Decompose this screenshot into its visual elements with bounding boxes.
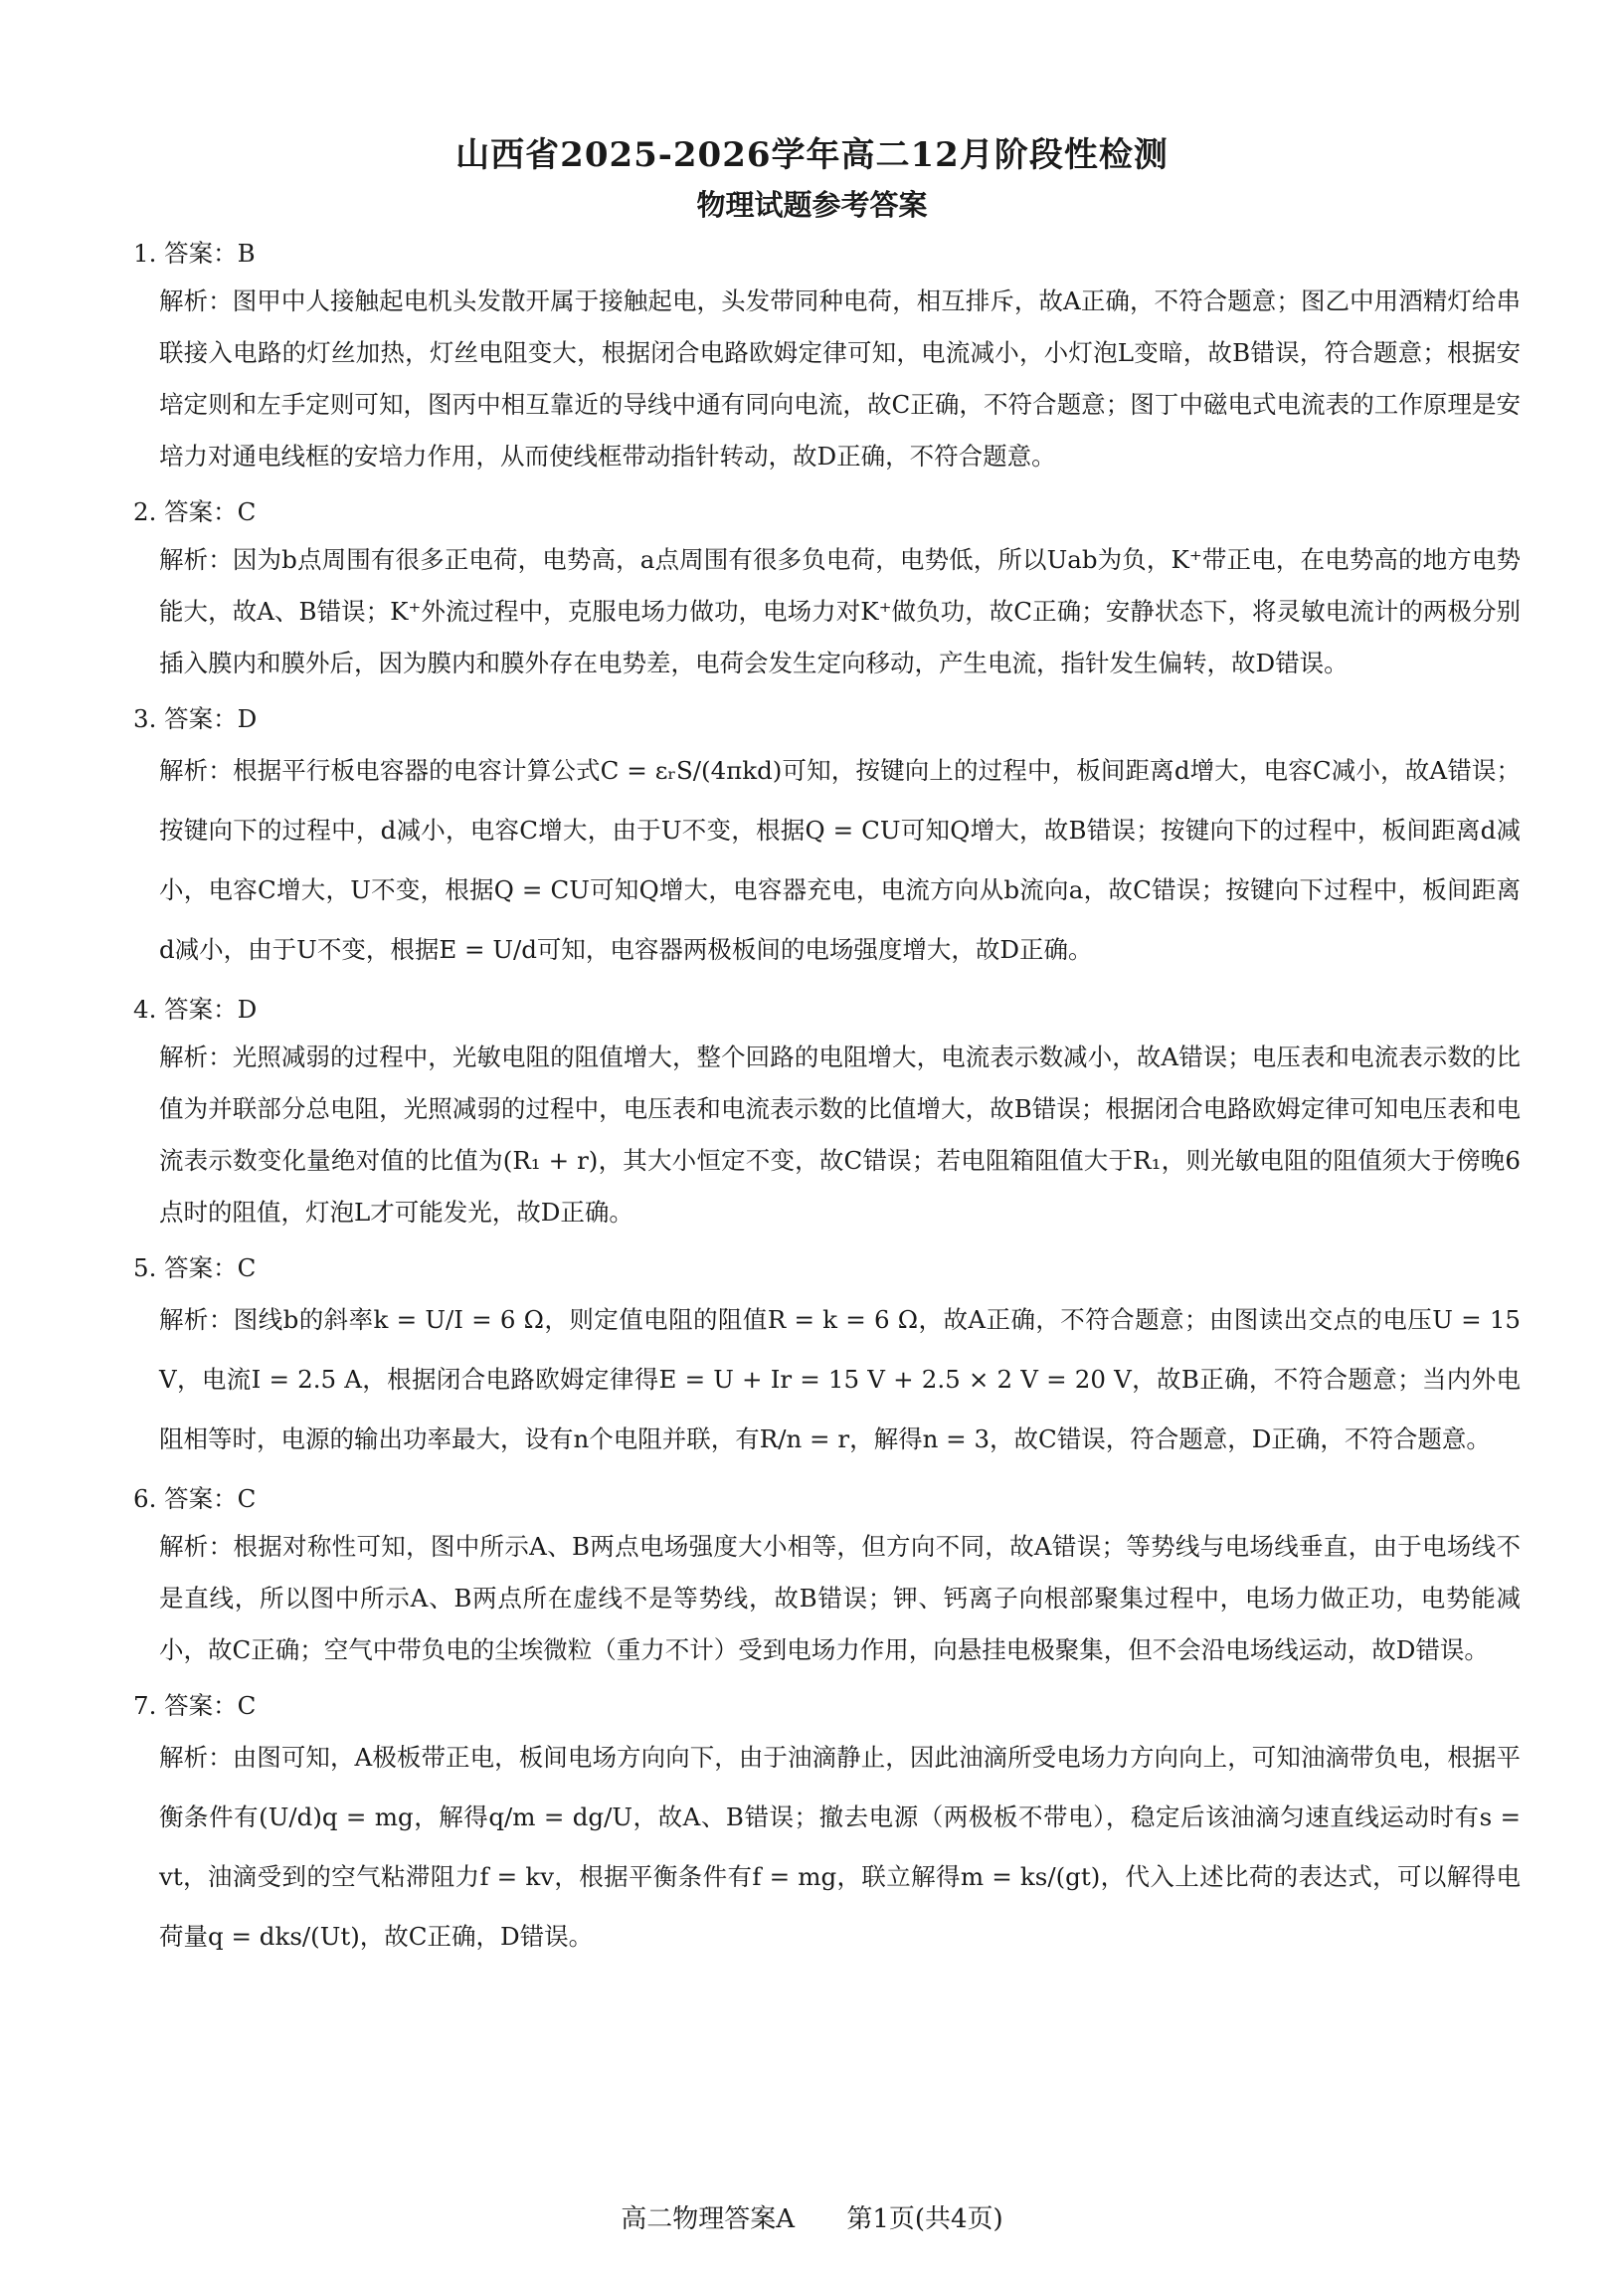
explanation-text: 解析：光照减弱的过程中，光敏电阻的阻值增大，整个回路的电阻增大，电流表示数减小，故A错误；电压表和电流表示数的比值为并联部分总电阻，光照减弱的过程中，电压表和电流表示数的比值增大，故B错误；根据闭合电路欧姆定律可知电压表和电流表示数变化量绝对值的比值为(R₁ + r)，其大小恒定不变，故C错误；若电阻箱阻值大于R₁，则光敏电阻的阻值须大于傍晚6点时的阻值，灯泡L才可能发光，故D正确。 <box>159 1043 1521 1227</box>
explanation-text: 解析：根据平行板电容器的电容计算公式C = εᵣS/(4πkd)可知，按键向上的过程中，板间距离d增大，电容C减小，故A错误；按键向下的过程中，d减小，电容C增大，由于U不变，根据Q = CU可知Q增大，故B错误；按键向下的过程中，板间距离d减小，电容C增大，U不变，根据Q = CU可知Q增大，电容器充电，电流方向从b流向a，故C错误；按键向下过程中，板间距离d减小，由于U不变，根据E = U/d可知，电容器两极板间的电场强度增大，故D正确。 <box>159 756 1521 964</box>
answer-label: 4. 答案：D <box>133 995 258 1024</box>
answers-content <box>133 232 1521 1975</box>
answer-label: 2. 答案：C <box>133 497 257 526</box>
question-5 <box>133 1246 1521 1469</box>
question-7 <box>133 1684 1521 1967</box>
page-footer <box>0 2198 1624 2235</box>
footer-page-number: 第1页(共4页) <box>846 2204 1003 2234</box>
answer-label: 6. 答案：C <box>133 1484 257 1513</box>
answer-label: 7. 答案：C <box>133 1691 257 1720</box>
question-3 <box>133 697 1521 980</box>
answer-label: 3. 答案：D <box>133 704 258 733</box>
explanation-text: 解析：图甲中人接触起电机头发散开属于接触起电，头发带同种电荷，相互排斥，故A正确，不符合题意；图乙中用酒精灯给串联接入电路的灯丝加热，灯丝电阻变大，根据闭合电路欧姆定律可知，电流减小，小灯泡L变暗，故B错误，符合题意；根据安培定则和左手定则可知，图丙中相互靠近的导线中通有同向电流，故C正确，不符合题意；图丁中磁电式电流表的工作原理是安培力对通电线框的安培力作用，从而使线框带动指针转动，故D正确，不符合题意。 <box>159 286 1521 471</box>
answer-label: 1. 答案：B <box>133 239 256 268</box>
question-4 <box>133 988 1521 1238</box>
question-1 <box>133 232 1521 482</box>
question-2 <box>133 490 1521 689</box>
explanation-text: 解析：图线b的斜率k = U/I = 6 Ω，则定值电阻的阻值R = k = 6 Ω，故A正确，不符合题意；由图读出交点的电压U = 15 V，电流I = 2.5 A，根据闭合电路欧姆定律得E = U + Ir = 15 V + 2.5 × 2 V = 20 V，故B正确，不符合题意；当内外电阻相等时，电源的输出功率最大，设有n个电阻并联，有R/n = r，解得n = 3，故C错误，符合题意，D正确，不符合题意。 <box>159 1305 1521 1453</box>
footer-subject: 高二物理答案A <box>621 2204 796 2234</box>
question-6 <box>133 1477 1521 1676</box>
explanation-text: 解析：根据对称性可知，图中所示A、B两点电场强度大小相等，但方向不同，故A错误；等势线与电场线垂直，由于电场线不是直线，所以图中所示A、B两点所在虚线不是等势线，故B错误；钾、钙离子向根部聚集过程中，电场力做正功，电势能减小，故C正确；空气中带负电的尘埃微粒（重力不计）受到电场力作用，向悬挂电极聚集，但不会沿电场线运动，故D错误。 <box>159 1532 1521 1664</box>
document-title: 山西省2025-2026学年高二12月阶段性检测 <box>455 135 1169 175</box>
answer-label: 5. 答案：C <box>133 1253 257 1282</box>
document-subtitle: 物理试题参考答案 <box>696 188 928 222</box>
explanation-text: 解析：因为b点周围有很多正电荷，电势高，a点周围有很多负电荷，电势低，所以Uab为负，K⁺带正电，在电势高的地方电势能大，故A、B错误；K⁺外流过程中，克服电场力做功，电场力对K⁺做负功，故C正确；安静状态下，将灵敏电流计的两极分别插入膜内和膜外后，因为膜内和膜外存在电势差，电荷会发生定向移动，产生电流，指针发生偏转，故D错误。 <box>159 545 1521 677</box>
explanation-text: 解析：由图可知，A极板带正电，板间电场方向向下，由于油滴静止，因此油滴所受电场力方向向上，可知油滴带负电，根据平衡条件有(U/d)q = mg，解得q/m = dg/U，故A、B错误；撤去电源（两极板不带电），稳定后该油滴匀速直线运动时有s = vt，油滴受到的空气粘滞阻力f = kv，根据平衡条件有f = mg，联立解得m = ks/(gt)，代入上述比荷的表达式，可以解得电荷量q = dks/(Ut)，故C正确，D错误。 <box>159 1743 1521 1951</box>
